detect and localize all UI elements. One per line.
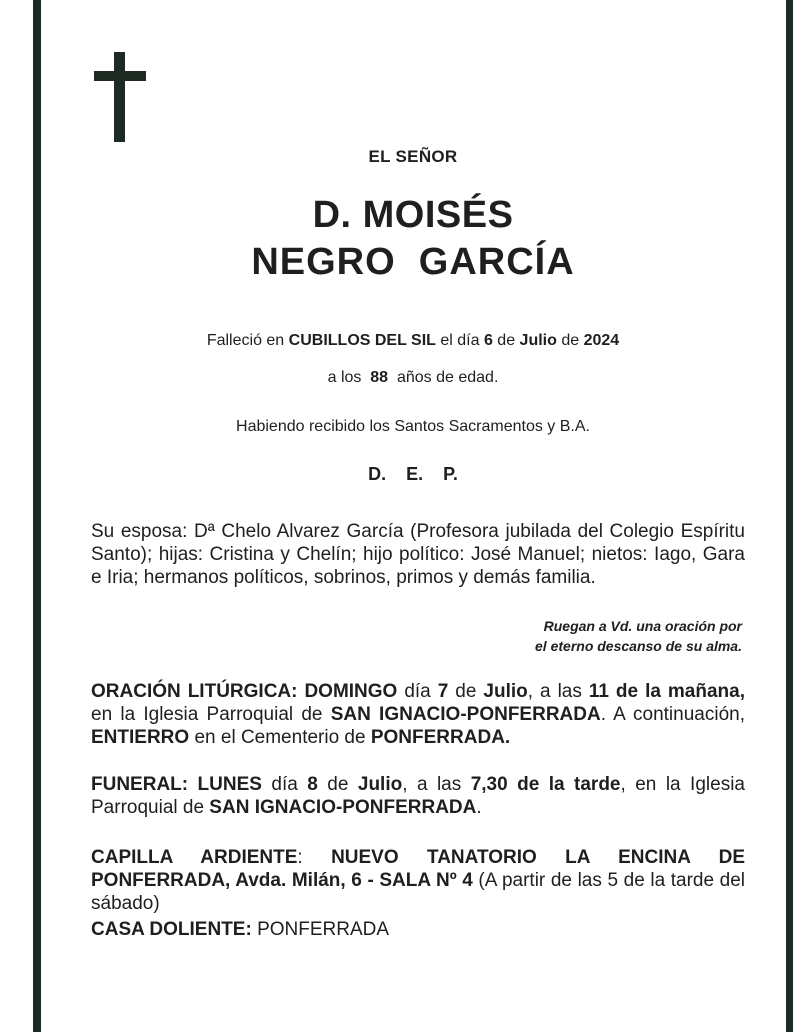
chapel-info: CAPILLA ARDIENTE: NUEVO TANATORIO LA ENCINA DE PONFERRADA, Avda. Milán, 6 - SALA Nº 4 (A partir de las 5 de la tarde del sábado) (91, 847, 746, 914)
funeral-info: FUNERAL: LUNES día 8 de Julio, a las 7,30 de la tarde, en la Iglesia Parroquial de SAN IGNACIO-PONFERRADA. (91, 774, 745, 818)
dep-text: D. E. P. (368, 464, 458, 484)
home-info: CASA DOLIENTE: PONFERRADA (91, 919, 390, 940)
cross-icon (94, 52, 146, 142)
family-text: Su esposa: Dª Chelo Alvarez García (Profesora jubilada del Colegio Espíritu Santo); hijas: Cristina y Chelín; hijo político: José Manuel; nietos: Iago, Gara e Iria; hermanos políticos, sobrinos, primos y demás familia. (91, 521, 745, 588)
liturgy-info: ORACIÓN LITÚRGICA: DOMINGO día 7 de Julio, a las 11 de la mañana, en la Iglesia Parroquial de SAN IGNACIO-PONFERRADA. A continuación, ENTIERRO en el Cementerio de PONFERRADA. (91, 681, 745, 748)
death-info: Falleció en CUBILLOS DEL SIL el día 6 de Julio de 2024 (206, 332, 620, 349)
deceased-name-line1: D. MOISÉS (312, 194, 514, 236)
title-prefix: EL SEÑOR (368, 147, 458, 166)
age-info: a los 88 años de edad. (327, 369, 499, 386)
prayer-line-2: el eterno descanso de su alma. (535, 638, 742, 654)
deceased-name-line2: NEGRO GARCÍA (251, 241, 575, 283)
prayer-line-1: Ruegan a Vd. una oración por (543, 618, 742, 634)
prayer-request (400, 616, 742, 656)
sacraments-text: Habiendo recibido los Santos Sacramentos y B.A. (236, 418, 590, 435)
right-border (786, 0, 793, 1032)
